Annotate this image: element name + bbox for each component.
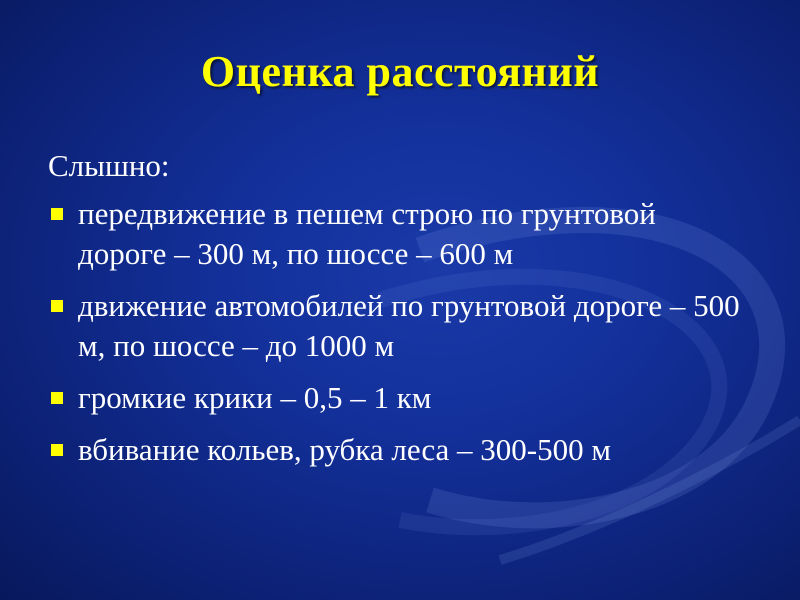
square-bullet-icon bbox=[51, 392, 63, 404]
bullet-item bbox=[48, 430, 748, 470]
bullet-text: громкие крики – 0,5 – 1 км bbox=[78, 380, 432, 415]
bullet-text: движение автомобилей по грунтовой дороге – 500 м, по шоссе – до 1000 м bbox=[78, 288, 740, 363]
lead-text: Слышно: bbox=[48, 148, 170, 183]
bullet-item bbox=[48, 194, 748, 274]
bullet-item bbox=[48, 286, 748, 366]
square-bullet-icon bbox=[51, 444, 63, 456]
square-bullet-icon bbox=[51, 300, 63, 312]
bullet-list bbox=[48, 194, 748, 470]
bullet-item bbox=[48, 378, 748, 418]
square-bullet-icon bbox=[51, 208, 63, 220]
bullet-text: вбивание кольев, рубка леса – 300-500 м bbox=[78, 432, 611, 467]
bullet-text: передвижение в пешем строю по грунтовой дороге – 300 м, по шоссе – 600 м bbox=[78, 196, 656, 271]
slide-content bbox=[48, 146, 748, 482]
slide-title: Оценка расстояний bbox=[200, 47, 600, 96]
